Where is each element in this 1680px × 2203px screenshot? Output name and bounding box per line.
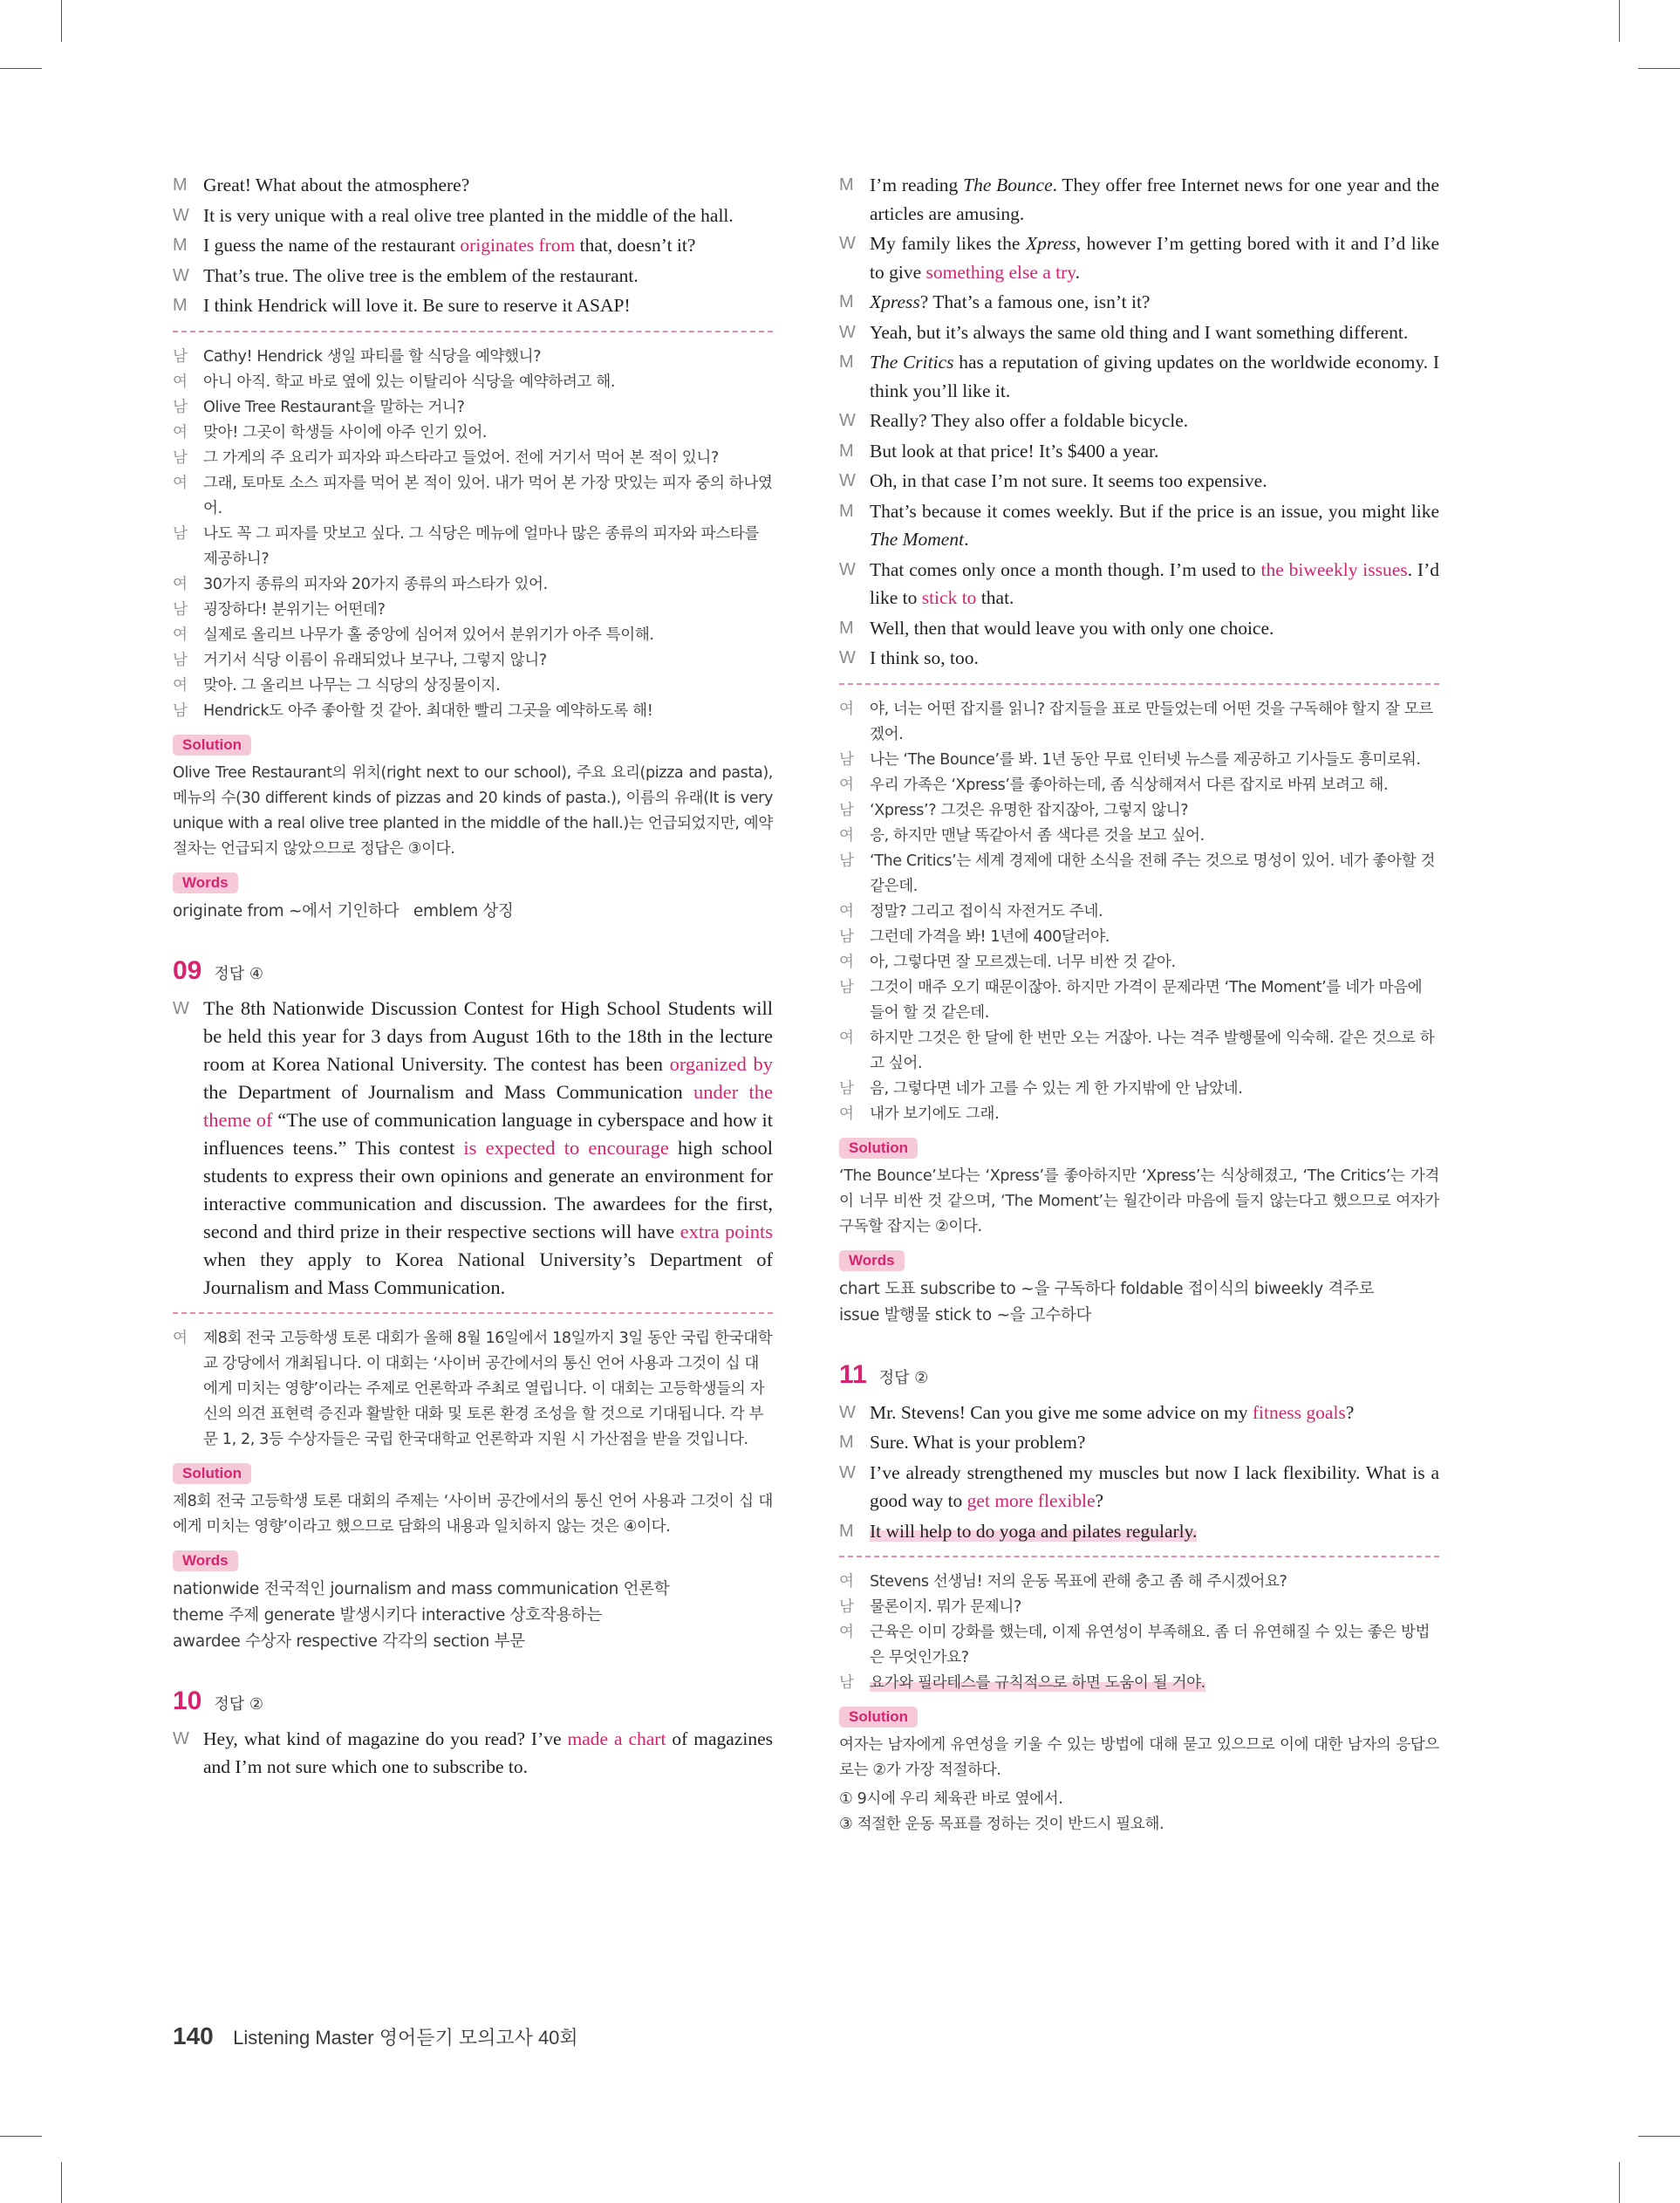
dialogue-text: ?	[1345, 1401, 1355, 1423]
q10-header	[173, 1686, 773, 1716]
translation-text: 요가와 필라테스를 규칙적으로 하면 도움이 될 거야.	[870, 1674, 1205, 1692]
translation-line	[839, 900, 1439, 925]
dialogue-line	[839, 437, 1439, 466]
dialogue-line	[839, 171, 1439, 228]
speaker-label: M	[173, 296, 188, 315]
word-entry: emblem 상징	[413, 901, 514, 920]
translation-line	[173, 699, 773, 724]
speaker-label: 남	[839, 978, 854, 996]
book-title: Listening Master 영어듣기 모의고사 40회	[233, 2027, 578, 2049]
dialogue-line	[839, 1399, 1439, 1427]
translation-line	[839, 824, 1439, 849]
speaker-label: M	[173, 236, 188, 255]
dialogue-line	[839, 288, 1439, 317]
speaker-label: 여	[839, 953, 854, 971]
q08-solution-text: Olive Tree Restaurant의 위치(right next to our school), 주요 요리(pizza and pasta), 메뉴의 수(30 different kinds of pizzas and 20 kinds of pasta.), 이름의 유래(It is very unique with a real olive tree planted in the middle of the hall.)는 언급되었지만, 예약 절차는 언급되지 않았으므로 정답은 ③이다.	[173, 763, 773, 858]
q10-solution-badge: Solution	[839, 1138, 918, 1159]
highlighted-phrase: stick to	[921, 587, 977, 608]
q09-words	[173, 1577, 773, 1655]
dialogue-line	[173, 291, 773, 320]
q11-korean-translation	[839, 1570, 1439, 1696]
speaker-label: 여	[839, 1105, 854, 1123]
dialogue-text: Great! What about the atmosphere?	[203, 174, 470, 195]
words-line: chart 도표 subscribe to ~을 구독하다 foldable 접이식의 biweekly 격주로	[839, 1279, 1375, 1298]
highlighted-phrase: fitness goals	[1252, 1401, 1346, 1423]
translation-line	[839, 950, 1439, 975]
q10-dialogue	[839, 171, 1439, 673]
translation-text: 30가지 종류의 피자와 20가지 종류의 파스타가 있어.	[203, 575, 548, 593]
translation-text: 음, 그렇다면 네가 고를 수 있는 게 한 가지밖에 안 남았네.	[870, 1079, 1243, 1098]
dialogue-line	[839, 1459, 1439, 1515]
words-line: awardee 수상자 respective 각각의 section 부문	[173, 1632, 525, 1651]
dialogue-text: I guess the name of the restaurant	[203, 235, 461, 256]
dialogue-line	[173, 171, 773, 200]
speaker-label: W	[173, 205, 189, 225]
speaker-label: 여	[173, 423, 188, 441]
words-line: issue 발행물 stick to ~을 고수하다	[839, 1305, 1092, 1324]
translation-text: 우리 가족은 ‘Xpress’를 좋아하는데, 좀 식상해져서 다른 잡지로 바꿔 보려고 해.	[870, 776, 1389, 794]
dialogue-line	[839, 644, 1439, 673]
dialogue-text: of magazines and I’m not sure which one to subscribe to.	[203, 1728, 773, 1777]
q11-dialogue	[839, 1399, 1439, 1546]
translation-text: Hendrick도 아주 좋아할 것 같아. 최대한 빨리 그곳을 예약하도록 해!	[203, 701, 653, 720]
speaker-label: 여	[839, 826, 854, 845]
speaker-label: W	[173, 998, 189, 1018]
q10-solution-text: ‘The Bounce’보다는 ‘Xpress’를 좋아하지만 ‘Xpress’는 식상해졌고, ‘The Critics’는 가격이 너무 비싼 것 같으며, ‘The Moment’는 월간이라 마음에 들지 않는다고 했으므로 여자가 구독할 잡지는 ②이다.	[839, 1166, 1439, 1235]
translation-text: 실제로 올리브 나무가 홀 중앙에 심어져 있어서 분위기가 아주 특이해.	[203, 626, 654, 644]
q08-korean-translation	[173, 345, 773, 724]
dialogue-line	[173, 202, 773, 230]
page-number: 140	[173, 2022, 214, 2049]
crop-mark	[1619, 2162, 1620, 2203]
answer-option: ① 9시에 우리 체육관 바로 옆에서.	[839, 1790, 1063, 1808]
dashed-divider	[839, 1556, 1439, 1557]
dialogue-text: that, doesn’t it?	[575, 235, 696, 256]
question-number: 09	[173, 955, 202, 985]
answer-label: 정답 ②	[214, 1694, 264, 1714]
speaker-label: 여	[173, 575, 188, 593]
translation-text: 하지만 그것은 한 달에 한 번만 오는 거잖아. 나는 격주 발행물에 익숙해. 같은 것으로 하고 싶어.	[870, 1029, 1435, 1072]
highlighted-phrase: made a chart	[567, 1728, 666, 1749]
dashed-divider	[173, 331, 773, 332]
words-line: nationwide 전국적인 journalism and mass communication 언론학	[173, 1579, 670, 1598]
translation-line	[839, 1102, 1439, 1127]
q09-korean-translation	[173, 1326, 773, 1453]
q09-solution-text: 제8회 전국 고등학생 토론 대회의 주제는 ‘사이버 공간에서의 통신 언어 사용과 그것이 십 대에게 미치는 영향’이라고 했으므로 담화의 내용과 일치하지 않는 것은 ④이다.	[173, 1492, 773, 1536]
speaker-label: 여	[173, 373, 188, 391]
dialogue-text: That comes only once a month though. I’m used to	[870, 558, 1261, 580]
answer-label: 정답 ④	[214, 964, 264, 983]
speaker-label: 여	[839, 1573, 854, 1591]
translation-text: 그것이 매주 오기 때문이잖아. 하지만 가격이 문제라면 ‘The Moment’를 네가 마음에 들어 할 것 같은데.	[870, 978, 1423, 1022]
translation-text: 물론이지. 뭐가 문제니?	[870, 1598, 1021, 1616]
highlighted-phrase: under the theme of	[203, 1080, 773, 1131]
dialogue-text: .	[1075, 261, 1081, 283]
speaker-label: 여	[839, 1624, 854, 1641]
dialogue-text: Sure. What is your problem?	[870, 1432, 1086, 1453]
translation-line	[839, 1595, 1439, 1620]
dialogue-text: I think Hendrick will love it. Be sure to reserve it ASAP!	[203, 295, 631, 316]
highlighted-phrase: originates from	[460, 235, 576, 256]
dialogue-line	[173, 262, 773, 291]
q10-words-badge: Words	[839, 1250, 905, 1271]
translation-line	[839, 1026, 1439, 1077]
title-phrase: The Bounce	[963, 174, 1053, 195]
right-column	[839, 171, 1439, 1837]
highlighted-phrase: extra points	[680, 1220, 773, 1242]
dialogue-line	[839, 1428, 1439, 1457]
crop-mark	[1638, 68, 1680, 69]
title-phrase: The Moment	[870, 529, 965, 550]
translation-line	[173, 572, 773, 598]
q11-solution-badge: Solution	[839, 1707, 918, 1728]
translation-line	[839, 773, 1439, 798]
crop-mark	[61, 2162, 62, 2203]
speaker-label: 남	[173, 701, 188, 720]
translation-line	[839, 1570, 1439, 1595]
dialogue-text: has a reputation of giving updates on the worldwide economy. I think you’ll like it.	[870, 352, 1439, 401]
title-phrase: Xpress	[870, 291, 920, 312]
left-column	[173, 171, 773, 1783]
answer-option: ③ 적절한 운동 목표를 정하는 것이 반드시 필요해.	[839, 1816, 1164, 1833]
speaker-label: 남	[839, 1674, 854, 1692]
translation-text: 응, 하지만 맨날 똑같아서 좀 색다른 것을 보고 싶어.	[870, 826, 1205, 845]
dialogue-text: ? That’s a famous one, isn’t it?	[919, 291, 1151, 312]
dialogue-line	[839, 348, 1439, 405]
crop-mark	[1619, 0, 1620, 42]
dialogue-text: I think so, too.	[870, 647, 979, 668]
q08-words-badge: Words	[173, 872, 238, 893]
dialogue-line	[173, 1725, 773, 1782]
speaker-label: W	[173, 1728, 189, 1748]
q10-dialogue-start	[173, 1725, 773, 1782]
dialogue-line	[839, 556, 1439, 612]
speaker-label: W	[839, 234, 856, 253]
translation-text: ‘The Critics’는 세계 경제에 대한 소식을 전해 주는 것으로 명성이 있어. 네가 좋아할 것 같은데.	[870, 852, 1436, 895]
translation-text: 맞아. 그 올리브 나무는 그 식당의 상징물이지.	[203, 676, 501, 694]
speaker-label: M	[839, 292, 854, 311]
translation-line	[173, 395, 773, 421]
q11-option-list	[839, 1787, 1439, 1837]
q08-dialogue	[173, 171, 773, 320]
q09-solution-badge: Solution	[173, 1463, 251, 1484]
dashed-divider	[173, 1312, 773, 1314]
dialogue-text: That’s because it comes weekly. But if the price is an issue, you might like	[870, 500, 1439, 522]
speaker-label: M	[839, 441, 854, 461]
translation-text: 맞아! 그곳이 학생들 사이에 아주 인기 있어.	[203, 423, 488, 441]
dialogue-text: , however I’m getting bored with it and I’d like to give	[870, 233, 1439, 283]
dialogue-text: That’s true. The olive tree is the emblem of the restaurant.	[203, 264, 639, 286]
speaker-label: 남	[839, 801, 854, 819]
dialogue-line	[839, 467, 1439, 496]
speaker-label: 여	[839, 776, 854, 794]
page-footer	[173, 2022, 578, 2050]
dialogue-text: I’ve already strengthened my muscles but now I lack flexibility. What is a good way to	[870, 1461, 1439, 1511]
translation-text: 아, 그렇다면 잘 모르겠는데. 너무 비싼 것 같아.	[870, 953, 1176, 971]
dialogue-text: . They offer free Internet news for one year and the articles are amusing.	[870, 174, 1439, 224]
dialogue-text: “The use of communication language in cyberspace and how it influences teens.” This contest	[203, 1108, 773, 1159]
translation-text: 내가 보기에도 그래.	[870, 1105, 1000, 1123]
crop-mark	[0, 2136, 42, 2137]
translation-text: 그런데 가격을 봐! 1년에 400달러야.	[870, 927, 1110, 946]
translation-line	[173, 370, 773, 395]
translation-text: 제8회 전국 고등학생 토론 대회가 올해 8월 16일에서 18일까지 3일 동안 국립 한국대학교 강당에서 개최됩니다. 이 대회는 ‘사이버 공간에서의 통신 언어 사용과 그것이 십 대에게 미치는 영향’이라는 주제로 언론학과 주최로 열립니다. 이 대회는 고등학생들의 자신의 의견 표현력 증진과 활발한 대화 및 토론 환경 조성을 할 것으로 기대됩니다. 각 부문 1, 2, 3등 수상자들은 국립 한국대학교 언론학과 지원 시 가산점을 받을 것입니다.	[203, 1329, 773, 1448]
q11-solution-text: 여자는 남자에게 유연성을 키울 수 있는 방법에 대해 묻고 있으므로 이에 대한 남자의 응답으로는 ②가 가장 적절하다.	[839, 1736, 1439, 1779]
dialogue-line	[839, 497, 1439, 554]
speaker-label: 남	[173, 448, 188, 467]
highlighted-phrase: organized by	[669, 1052, 773, 1075]
speaker-label: 남	[173, 524, 188, 543]
dialogue-text: It is very unique with a real olive tree planted in the middle of the hall.	[203, 204, 734, 226]
q08-words	[173, 899, 773, 925]
translation-text: 나도 꼭 그 피자를 맛보고 싶다. 그 식당은 메뉴에 얼마나 많은 종류의 피자와 파스타를 제공하니?	[203, 524, 759, 568]
translation-line	[839, 849, 1439, 900]
speaker-label: 남	[173, 347, 188, 366]
speaker-label: 여	[839, 902, 854, 920]
answer-label: 정답 ②	[878, 1368, 929, 1387]
translation-line	[839, 925, 1439, 950]
speaker-label: M	[839, 175, 854, 195]
dialogue-line	[173, 231, 773, 260]
dialogue-line	[839, 229, 1439, 286]
word-entry: originate from ~에서 기인하다	[173, 901, 400, 920]
title-phrase: Xpress	[1025, 233, 1076, 254]
speaker-label: 여	[173, 1329, 188, 1347]
speaker-label: M	[839, 618, 854, 638]
speaker-label: 여	[173, 474, 188, 492]
translation-line	[839, 1077, 1439, 1102]
dialogue-text: Well, then that would leave you with only one choice.	[870, 617, 1274, 639]
crop-mark	[1638, 2136, 1680, 2137]
speaker-label: W	[839, 471, 856, 490]
dialogue-text: high school students to express their own opinions and generate an environment for interactive communication and discussion. The awardees for the first, second and third prize in their respective sections will have	[203, 1136, 773, 1242]
translation-line	[839, 798, 1439, 824]
dialogue-line	[839, 407, 1439, 435]
dialogue-text: ?	[1095, 1490, 1104, 1511]
speaker-label: 여	[173, 676, 188, 694]
speaker-label: M	[839, 352, 854, 372]
speaker-label: 남	[173, 398, 188, 416]
translation-line	[173, 598, 773, 623]
q10-korean-translation	[839, 697, 1439, 1127]
dialogue-text: . I’d like to	[870, 558, 1439, 608]
dialogue-text: The 8th Nationwide Discussion Contest for High School Students will be held this year for 3 days from August 16th to the 18th in the lecture room at Korea National University. The contest has been	[203, 996, 773, 1075]
q09-monologue	[173, 995, 773, 1302]
dialogue-text: I’m reading	[870, 174, 964, 195]
speaker-label: W	[839, 1402, 856, 1422]
translation-text: Olive Tree Restaurant을 말하는 거니?	[203, 398, 465, 416]
translation-line	[173, 446, 773, 471]
speaker-label: 남	[839, 927, 854, 946]
translation-line	[173, 623, 773, 648]
translation-text: Cathy! Hendrick 생일 파티를 할 식당을 예약했니?	[203, 347, 542, 366]
dialogue-text: Hey, what kind of magazine do you read? I’ve	[203, 1728, 568, 1749]
translation-line	[839, 697, 1439, 748]
dialogue-text: the Department of Journalism and Mass Communication	[203, 1080, 694, 1103]
dialogue-text: .	[964, 529, 969, 550]
q08-solution-badge: Solution	[173, 735, 251, 756]
crop-mark	[0, 68, 42, 69]
translation-text: 굉장하다! 분위기는 어떤데?	[203, 600, 386, 619]
speaker-label: M	[839, 1433, 854, 1452]
translation-line	[173, 522, 773, 572]
dialogue-text: that.	[976, 587, 1014, 608]
speaker-label: M	[839, 1521, 854, 1541]
speaker-label: 남	[839, 750, 854, 769]
highlighted-phrase: something else a try	[925, 261, 1076, 283]
dialogue-text: when they apply to Korea National University’s Department of Journalism and Mass Communication.	[203, 1248, 773, 1298]
dialogue-line	[839, 614, 1439, 643]
translation-line	[839, 748, 1439, 773]
translation-text: 거기서 식당 이름이 유래되었나 보구나, 그렇지 않니?	[203, 651, 547, 669]
title-phrase: The Critics	[870, 352, 954, 373]
speaker-label: W	[839, 411, 856, 430]
marked-answer: It will help to do yoga and pilates regularly.	[870, 1520, 1198, 1542]
translation-line	[173, 648, 773, 674]
speaker-label: M	[173, 175, 188, 195]
dialogue-text: But look at that price! It’s $400 a year.	[870, 440, 1159, 462]
translation-text: ‘Xpress’? 그것은 유명한 잡지잖아, 그렇지 않니?	[870, 801, 1189, 819]
speaker-label: M	[839, 501, 854, 521]
q11-header	[839, 1360, 1439, 1390]
dashed-divider	[839, 683, 1439, 685]
translation-text: 나는 ‘The Bounce’를 봐. 1년 동안 무료 인터넷 뉴스를 제공하고 기사들도 흥미로워.	[870, 750, 1421, 769]
translation-line	[173, 345, 773, 370]
q09-words-badge: Words	[173, 1550, 238, 1571]
q10-words	[839, 1276, 1439, 1329]
translation-line	[839, 975, 1439, 1026]
translation-text: Stevens 선생님! 저의 운동 목표에 관해 충고 좀 해 주시겠어요?	[870, 1573, 1287, 1591]
dialogue-text: My family likes the	[870, 233, 1026, 254]
translation-text: 아니 아직. 학교 바로 옆에 있는 이탈리아 식당을 예약하려고 해.	[203, 373, 616, 391]
question-number: 11	[839, 1359, 867, 1389]
dialogue-line	[173, 995, 773, 1302]
translation-line	[173, 674, 773, 699]
speaker-label: W	[839, 559, 856, 579]
translation-text: 야, 너는 어떤 잡지를 읽니? 잡지들을 표로 만들었는데 어떤 것을 구독해야 할지 잘 모르겠어.	[870, 700, 1433, 743]
speaker-label: 여	[839, 700, 854, 718]
speaker-label: 남	[839, 1598, 854, 1616]
translation-text: 그 가게의 주 요리가 피자와 파스타라고 들었어. 전에 거기서 먹어 본 적이 있니?	[203, 448, 719, 467]
speaker-label: 남	[839, 852, 854, 870]
speaker-label: 남	[839, 1079, 854, 1098]
highlighted-phrase: is expected to encourage	[463, 1136, 669, 1159]
translation-line	[173, 1326, 773, 1453]
dialogue-text: Oh, in that case I’m not sure. It seems too expensive.	[870, 470, 1267, 491]
words-line: theme 주제 generate 발생시키다 interactive 상호작용하는	[173, 1605, 603, 1625]
translation-line	[173, 471, 773, 522]
translation-text: 근육은 이미 강화를 했는데, 이제 유연성이 부족해요. 좀 더 유연해질 수 있는 좋은 방법은 무엇인가요?	[870, 1624, 1431, 1666]
crop-mark	[61, 0, 62, 42]
dialogue-line	[839, 318, 1439, 347]
dialogue-line	[839, 1517, 1439, 1546]
translation-line	[839, 1620, 1439, 1671]
speaker-label: 여	[839, 1029, 854, 1047]
highlighted-phrase: the biweekly issues	[1260, 558, 1408, 580]
translation-line	[173, 421, 773, 446]
speaker-label: 여	[173, 626, 188, 644]
translation-text: 그래, 토마토 소스 피자를 먹어 본 적이 있어. 내가 먹어 본 가장 맛있는 피자 중의 하나였어.	[203, 474, 773, 517]
translation-line	[839, 1671, 1439, 1696]
speaker-label: W	[839, 1462, 856, 1482]
speaker-label: W	[173, 265, 189, 285]
speaker-label: W	[839, 322, 856, 342]
q09-header	[173, 956, 773, 986]
dialogue-text: Mr. Stevens! Can you give me some advice on my	[870, 1401, 1253, 1423]
speaker-label: W	[839, 648, 856, 667]
speaker-label: 남	[173, 600, 188, 619]
dialogue-text: Yeah, but it’s always the same old thing and I want something different.	[870, 321, 1409, 343]
translation-text: 정말? 그리고 접이식 자전거도 주네.	[870, 902, 1103, 920]
dialogue-text: Really? They also offer a foldable bicycle.	[870, 410, 1189, 431]
highlighted-phrase: get more flexible	[966, 1490, 1096, 1511]
speaker-label: 남	[173, 651, 188, 669]
question-number: 10	[173, 1686, 202, 1715]
